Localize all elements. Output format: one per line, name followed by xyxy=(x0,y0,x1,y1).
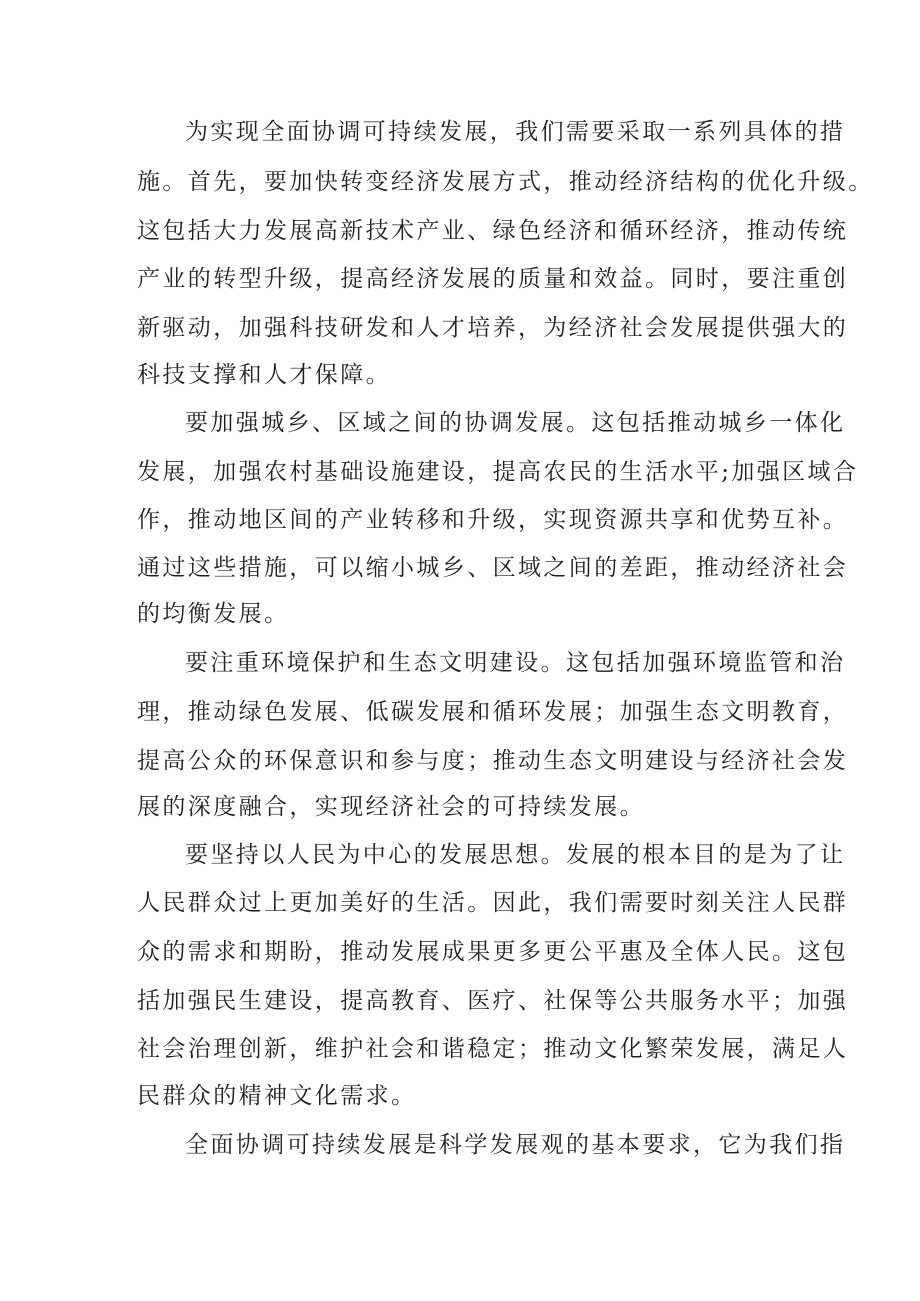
paragraph-3-line-2: 理，推动绿色发展、低碳发展和循环发展；加强生态文明教育， xyxy=(137,699,849,725)
paragraph-4-line-3: 众的需求和期盼，推动发展成果更多更公平惠及全体人民。这包 xyxy=(137,939,849,965)
paragraph-3-line-1: 要注重环境保护和生态文明建设。这包括加强环境监管和治 xyxy=(185,650,846,676)
paragraph-1-line-2: 施。首先，要加快转变经济发展方式，推动经济结构的优化升级。 xyxy=(137,169,874,195)
paragraph-1-line-4: 产业的转型升级，提高经济发展的质量和效益。同时，要注重创 xyxy=(137,266,849,292)
paragraph-2-line-4: 通过这些措施，可以缩小城乡、区域之间的差距，推动经济社会 xyxy=(137,555,849,581)
paragraph-1-line-3: 这包括大力发展高新技术产业、绿色经济和循环经济，推动传统 xyxy=(137,218,849,244)
paragraph-2-line-3: 作，推动地区间的产业转移和升级，实现资源共享和优势互补。 xyxy=(137,507,849,533)
paragraph-1-line-5: 新驱动，加强科技研发和人才培养，为经济社会发展提供强大的 xyxy=(137,315,849,341)
paragraph-2-line-5: 的均衡发展。 xyxy=(137,601,290,627)
paragraph-3-line-3: 提高公众的环保意识和参与度；推动生态文明建设与经济社会发 xyxy=(137,748,849,774)
paragraph-4-line-4: 括加强民生建设，提高教育、医疗、社保等公共服务水平；加强 xyxy=(137,988,849,1014)
paragraph-4-line-1: 要坚持以人民为中心的发展思想。发展的根本目的是为了让 xyxy=(185,842,846,868)
paragraph-4-line-2: 人民群众过上更加美好的生活。因此，我们需要时刻关注人民群 xyxy=(137,890,849,916)
paragraph-2-line-1: 要加强城乡、区域之间的协调发展。这包括推动城乡一体化 xyxy=(185,410,846,436)
paragraph-2-line-2: 发展，加强农村基础设施建设，提高农民的生活水平;加强区域合 xyxy=(137,459,859,485)
paragraph-4-line-6: 民群众的精神文化需求。 xyxy=(137,1083,417,1109)
paragraph-4-line-5: 社会治理创新，维护社会和谐稳定；推动文化繁荣发展，满足人 xyxy=(137,1036,849,1062)
paragraph-1-line-1: 为实现全面协调可持续发展，我们需要采取一系列具体的措 xyxy=(185,119,846,145)
paragraph-5-line-1: 全面协调可持续发展是科学发展观的基本要求，它为我们指 xyxy=(185,1132,846,1158)
paragraph-3-line-4: 展的深度融合，实现经济社会的可持续发展。 xyxy=(137,794,645,820)
paragraph-1-line-6: 科技支撑和人才保障。 xyxy=(137,362,391,388)
